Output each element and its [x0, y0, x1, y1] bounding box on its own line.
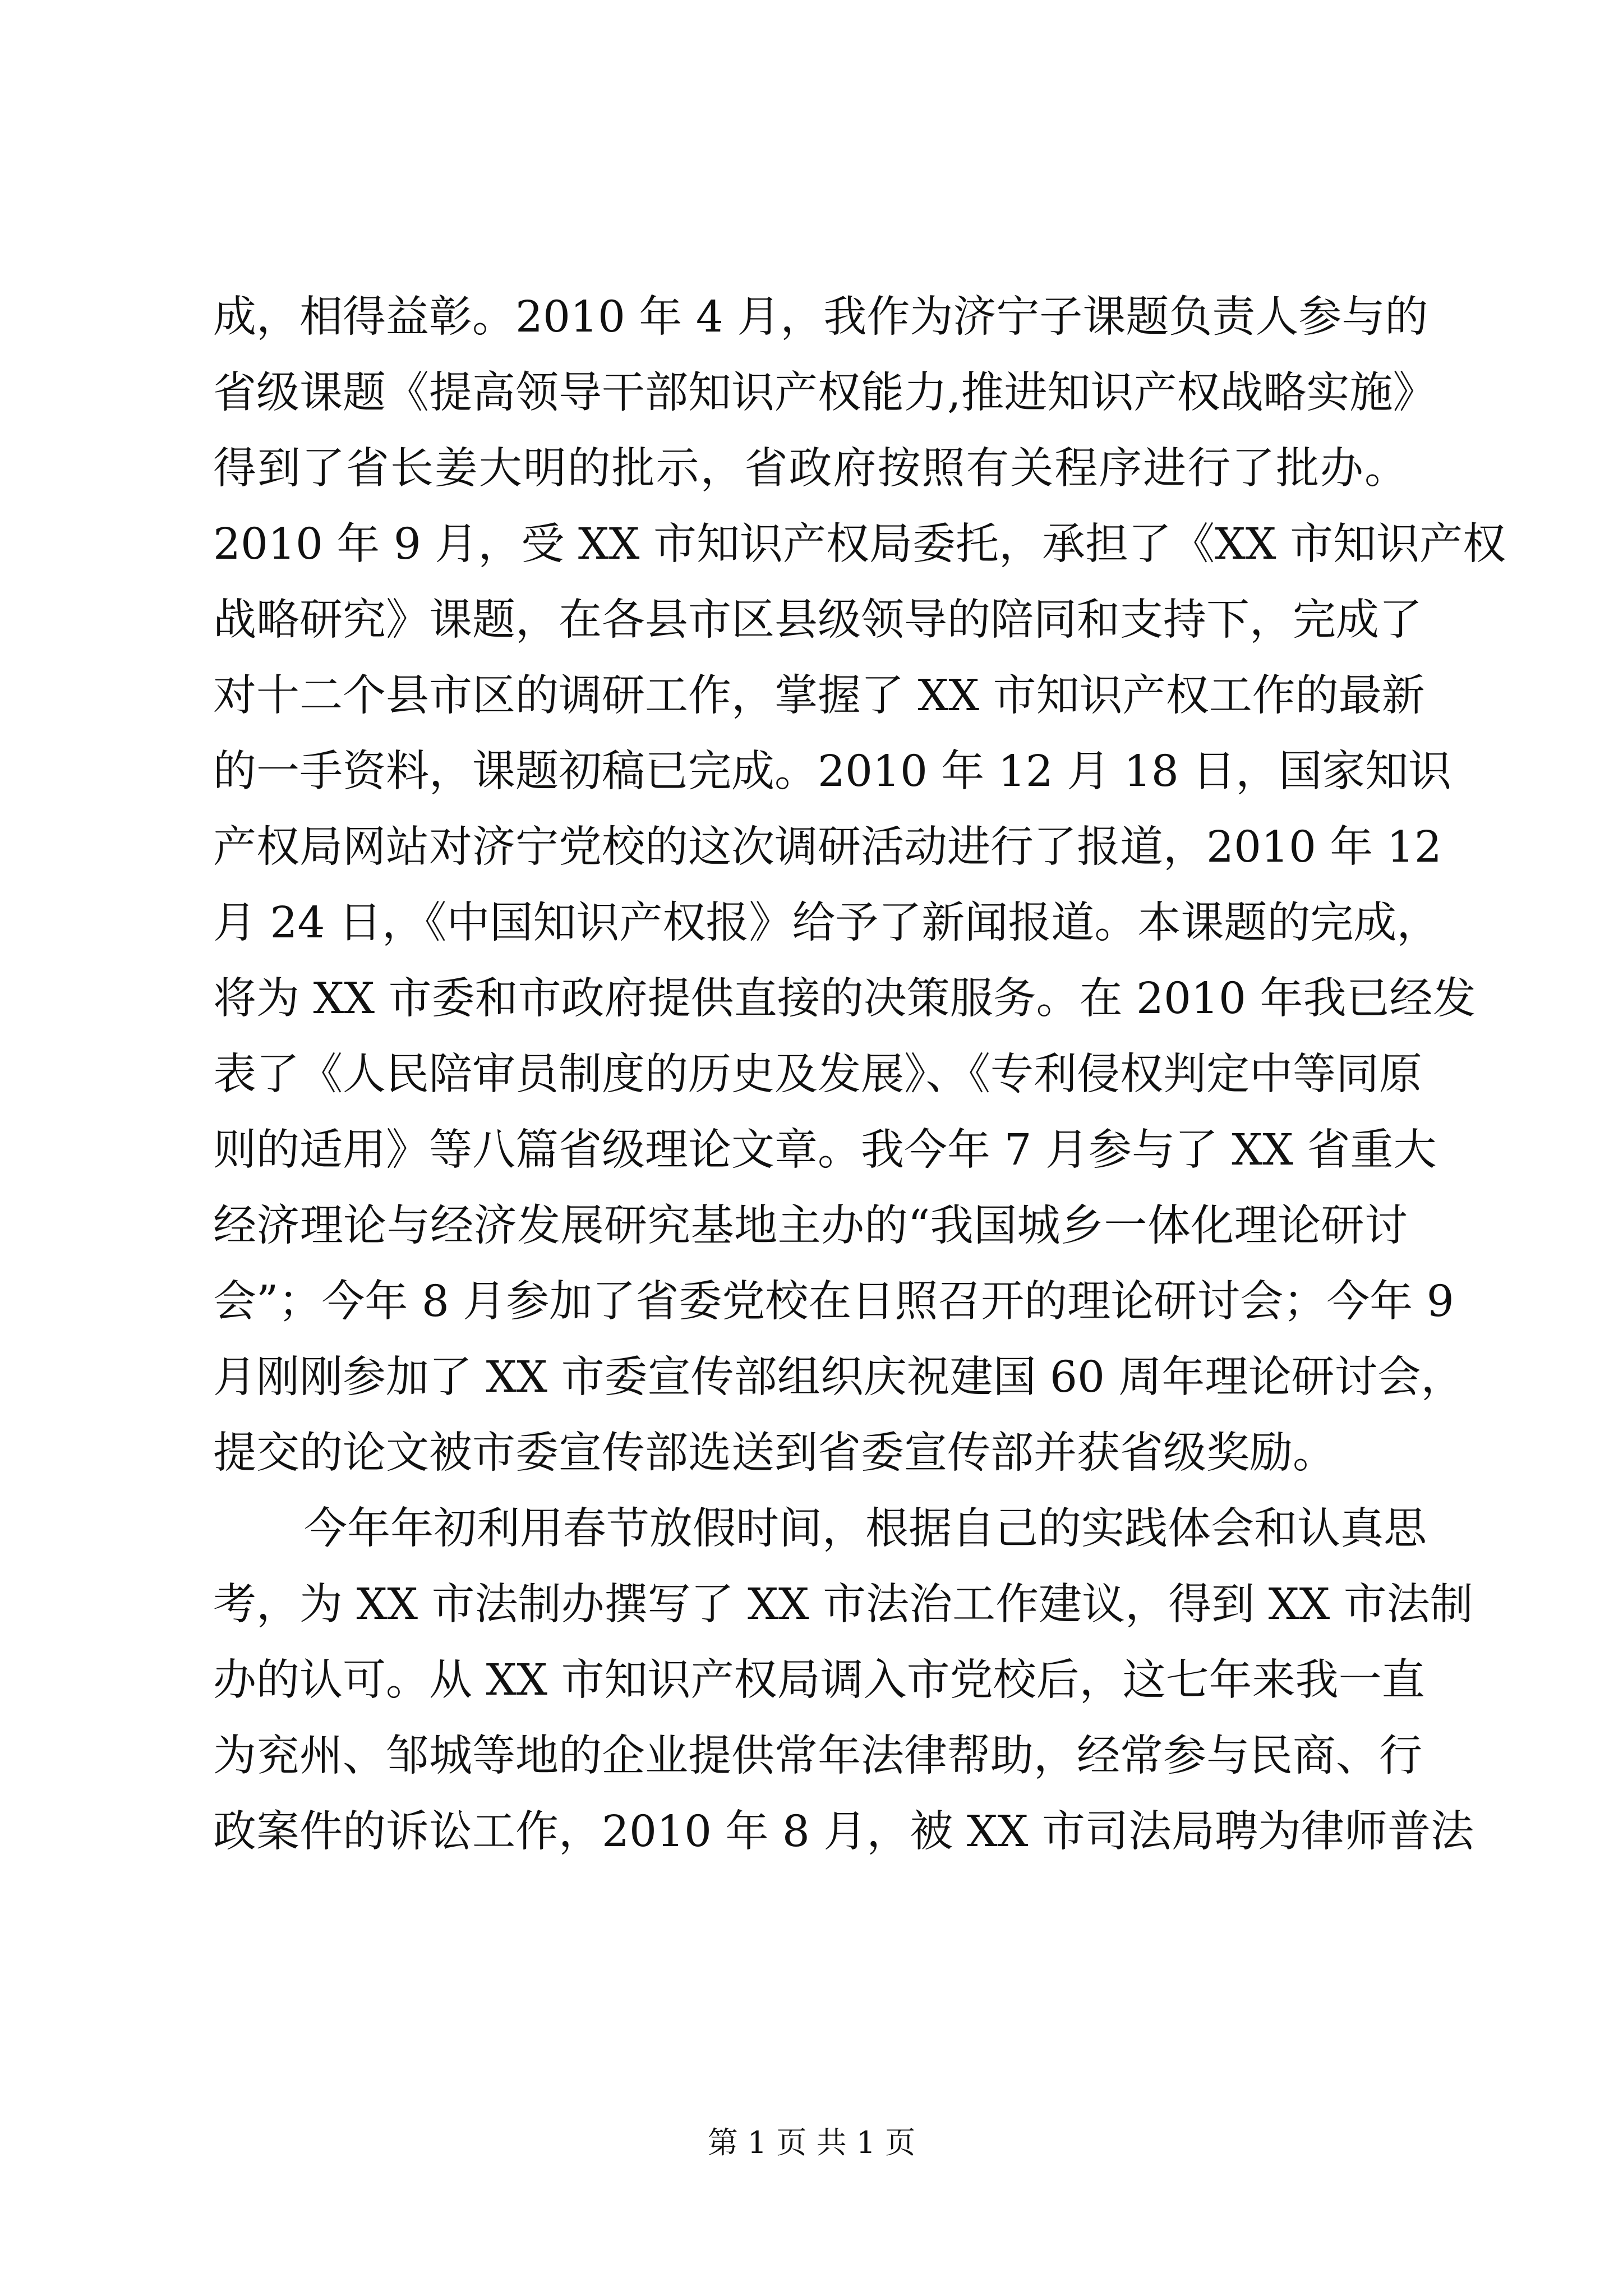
text-line: 月 24 日，《中国知识产权报》给予了新闻报道。本课题的完成， [213, 898, 1440, 948]
text-line: 将为 XX 市委和市政府提供直接的决策服务。在 2010 年我已经发 [213, 974, 1476, 1024]
page-footer [0, 2125, 1623, 2161]
text-line: 提交的论文被市委宣传部选送到省委宣传部并获省级奖励。 [213, 1428, 1336, 1478]
text-line: 得到了省长姜大明的批示，省政府按照有关程序进行了批办。 [213, 444, 1408, 494]
text-line: 对十二个县市区的调研工作，掌握了 XX 市知识产权工作的最新 [213, 671, 1425, 721]
text-line: 产权局网站对济宁党校的这次调研活动进行了报道，2010 年 12 [213, 822, 1442, 872]
text-line: 会”；今年 8 月参加了省委党校在日照召开的理论研讨会；今年 9 [213, 1277, 1454, 1327]
text-line: 办的认可。从 XX 市知识产权局调入市党校后，这七年来我一直 [213, 1655, 1425, 1705]
text-line: 战略研究》课题，在各县市区县级领导的陪同和支持下，完成了 [213, 595, 1422, 645]
text-line: 2010 年 9 月，受 XX 市知识产权局委托，承担了《XX 市知识产权 [213, 519, 1506, 569]
text-line: 政案件的诉讼工作，2010 年 8 月，被 XX 市司法局聘为律师普法 [213, 1807, 1474, 1857]
text-line: 省级课题《提高领导干部知识产权能力,推进知识产权战略实施》 [213, 368, 1436, 418]
text-line: 表了《人民陪审员制度的历史及发展》、《专利侵权判定中等同原 [213, 1050, 1422, 1099]
page-number: 第 1 页 共 1 页 [707, 2125, 916, 2160]
text-line: 月刚刚参加了 XX 市委宣传部组织庆祝建国 60 周年理论研讨会， [213, 1352, 1464, 1402]
text-line: 的一手资料，课题初稿已完成。2010 年 12 月 18 日，国家知识 [213, 747, 1452, 797]
document-body [213, 292, 1506, 1882]
text-line: 考，为 XX 市法制办撰写了 XX 市法治工作建议，得到 XX 市法制 [213, 1580, 1473, 1630]
text-line: 为兖州、邹城等地的企业提供常年法律帮助，经常参与民商、行 [213, 1731, 1422, 1781]
text-line: 经济理论与经济发展研究基地主办的“我国城乡一体化理论研讨 [213, 1201, 1408, 1251]
text-line: 成，相得益彰。2010 年 4 月，我作为济宁子课题负责人参与的 [213, 292, 1428, 342]
text-line: 则的适用》等八篇省级理论文章。我今年 7 月参与了 XX 省重大 [213, 1125, 1437, 1175]
text-line: 今年年初利用春节放假时间，根据自己的实践体会和认真思 [304, 1504, 1427, 1554]
